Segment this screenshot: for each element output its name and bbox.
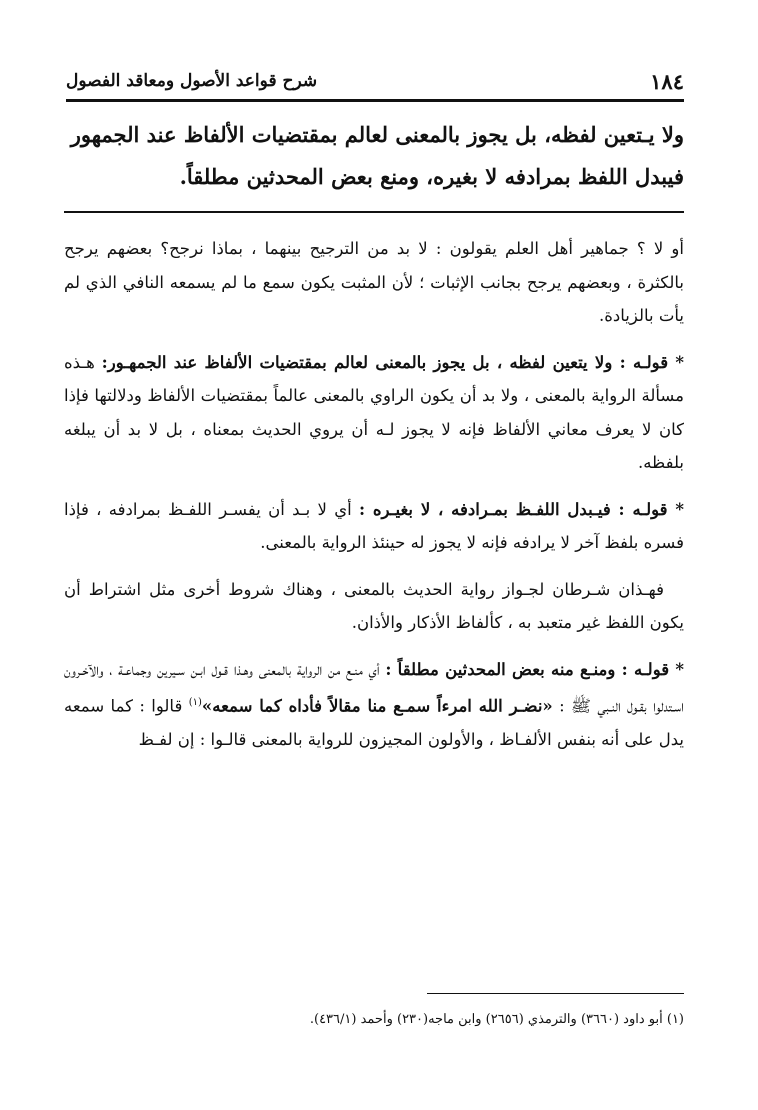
matn-line: فيبدل اللفظ بمرادفه لا بغيره، ومنع بعض المحدثين مطلقاً.	[179, 164, 684, 189]
footnote: (١) أبو داود (٣٦٦٠) والترمذي (٢٦٥٦) وابن ماجه(٢٣٠) وأحمد (٤٣٦/١).	[309, 1012, 684, 1027]
hadith-quote: «نضـر الله امرءاً سمـع منا مقالاً فأداه كما سمعه»	[201, 696, 553, 716]
paragraph-lead: * قولـه : ومنـع منه بعض المحدثين مطلقاً :	[385, 659, 684, 679]
page-header	[66, 68, 684, 94]
matn-text	[64, 114, 684, 198]
matn-line: ولا يـتعين لفظه، بل يجوز بالمعنى لعالم بمقتضيات الألفاظ عند الجمهور	[70, 122, 684, 147]
commentary-paragraph	[64, 493, 684, 560]
running-title: شرح قواعد الأصول ومعاقد الفصول	[66, 71, 318, 91]
commentary-paragraph	[64, 346, 684, 480]
paragraph-lead: * قولـه : ولا يتعين لفظه ، بل يجوز بالمعنى لعالم بمقتضيات الألفاظ عند الجمهـور:	[101, 352, 684, 372]
commentary-paragraph: أو لا ؟ جماهير أهل العلم يقولون : لا بد من الترجيح بينهما ، بماذا نرجح؟ بعضهم يرجح بالكثرة ، وبعضهم يرجح بجانب الإثبات ؛ لأن المثبت يكون سمع ما لم يسمعه النافي الذي لم يأت بالزيادة.	[64, 239, 684, 325]
paragraph-body: أي منـع من الرواية بالمعنى وهـذا قـول ابـن سـيرين وجماعـة ، والآخـرون اسـتدلوا بقـول النـبي ﷺ :	[64, 659, 684, 716]
footnote-separator	[427, 993, 684, 994]
paragraph-body: قالوا : كما سمعه يدل على أنه بنفس الألفـاظ ، والأولون المجيزون للرواية بالمعنى قالـوا : إن لفـظ	[64, 696, 684, 749]
commentary-text	[64, 232, 684, 757]
page-number: ١٨٤	[650, 68, 684, 94]
header-rule	[66, 99, 684, 102]
matn-separator	[64, 211, 684, 213]
commentary-paragraph	[64, 653, 684, 757]
paragraph-lead: * قولـه : فيـبدل اللفـظ بمـرادفه ، لا بغيـره :	[359, 499, 684, 519]
footnote-marker[interactable]: (١)	[188, 697, 202, 708]
commentary-paragraph: فهـذان شـرطان لجـواز رواية الحديث بالمعنى ، وهناك شروط أخرى مثل اشتراط أن يكون اللفظ غير متعبد به ، كألفاظ الأذكار والأذان.	[64, 579, 684, 632]
paragraph-body: هـذه مسألة الرواية بالمعنى ، ولا بد أن يكون الراوي بالمعنى عالماً بمقتضيات الألفاظ ودلالتها فإذا كان لا يعرف معاني الألفاظ فإنه لا يجوز لـه أن يروي الحديث بمعناه ، بل لا بد أن يبلغه بلفظه.	[64, 352, 684, 472]
paragraph-body: أي لا بـد أن يفسـر اللفـظ بمرادفه ، فإذا فسره بلفظ آخر لا يرادفه فإنه لا يجوز له حينئذ الرواية بالمعنى.	[64, 499, 684, 552]
